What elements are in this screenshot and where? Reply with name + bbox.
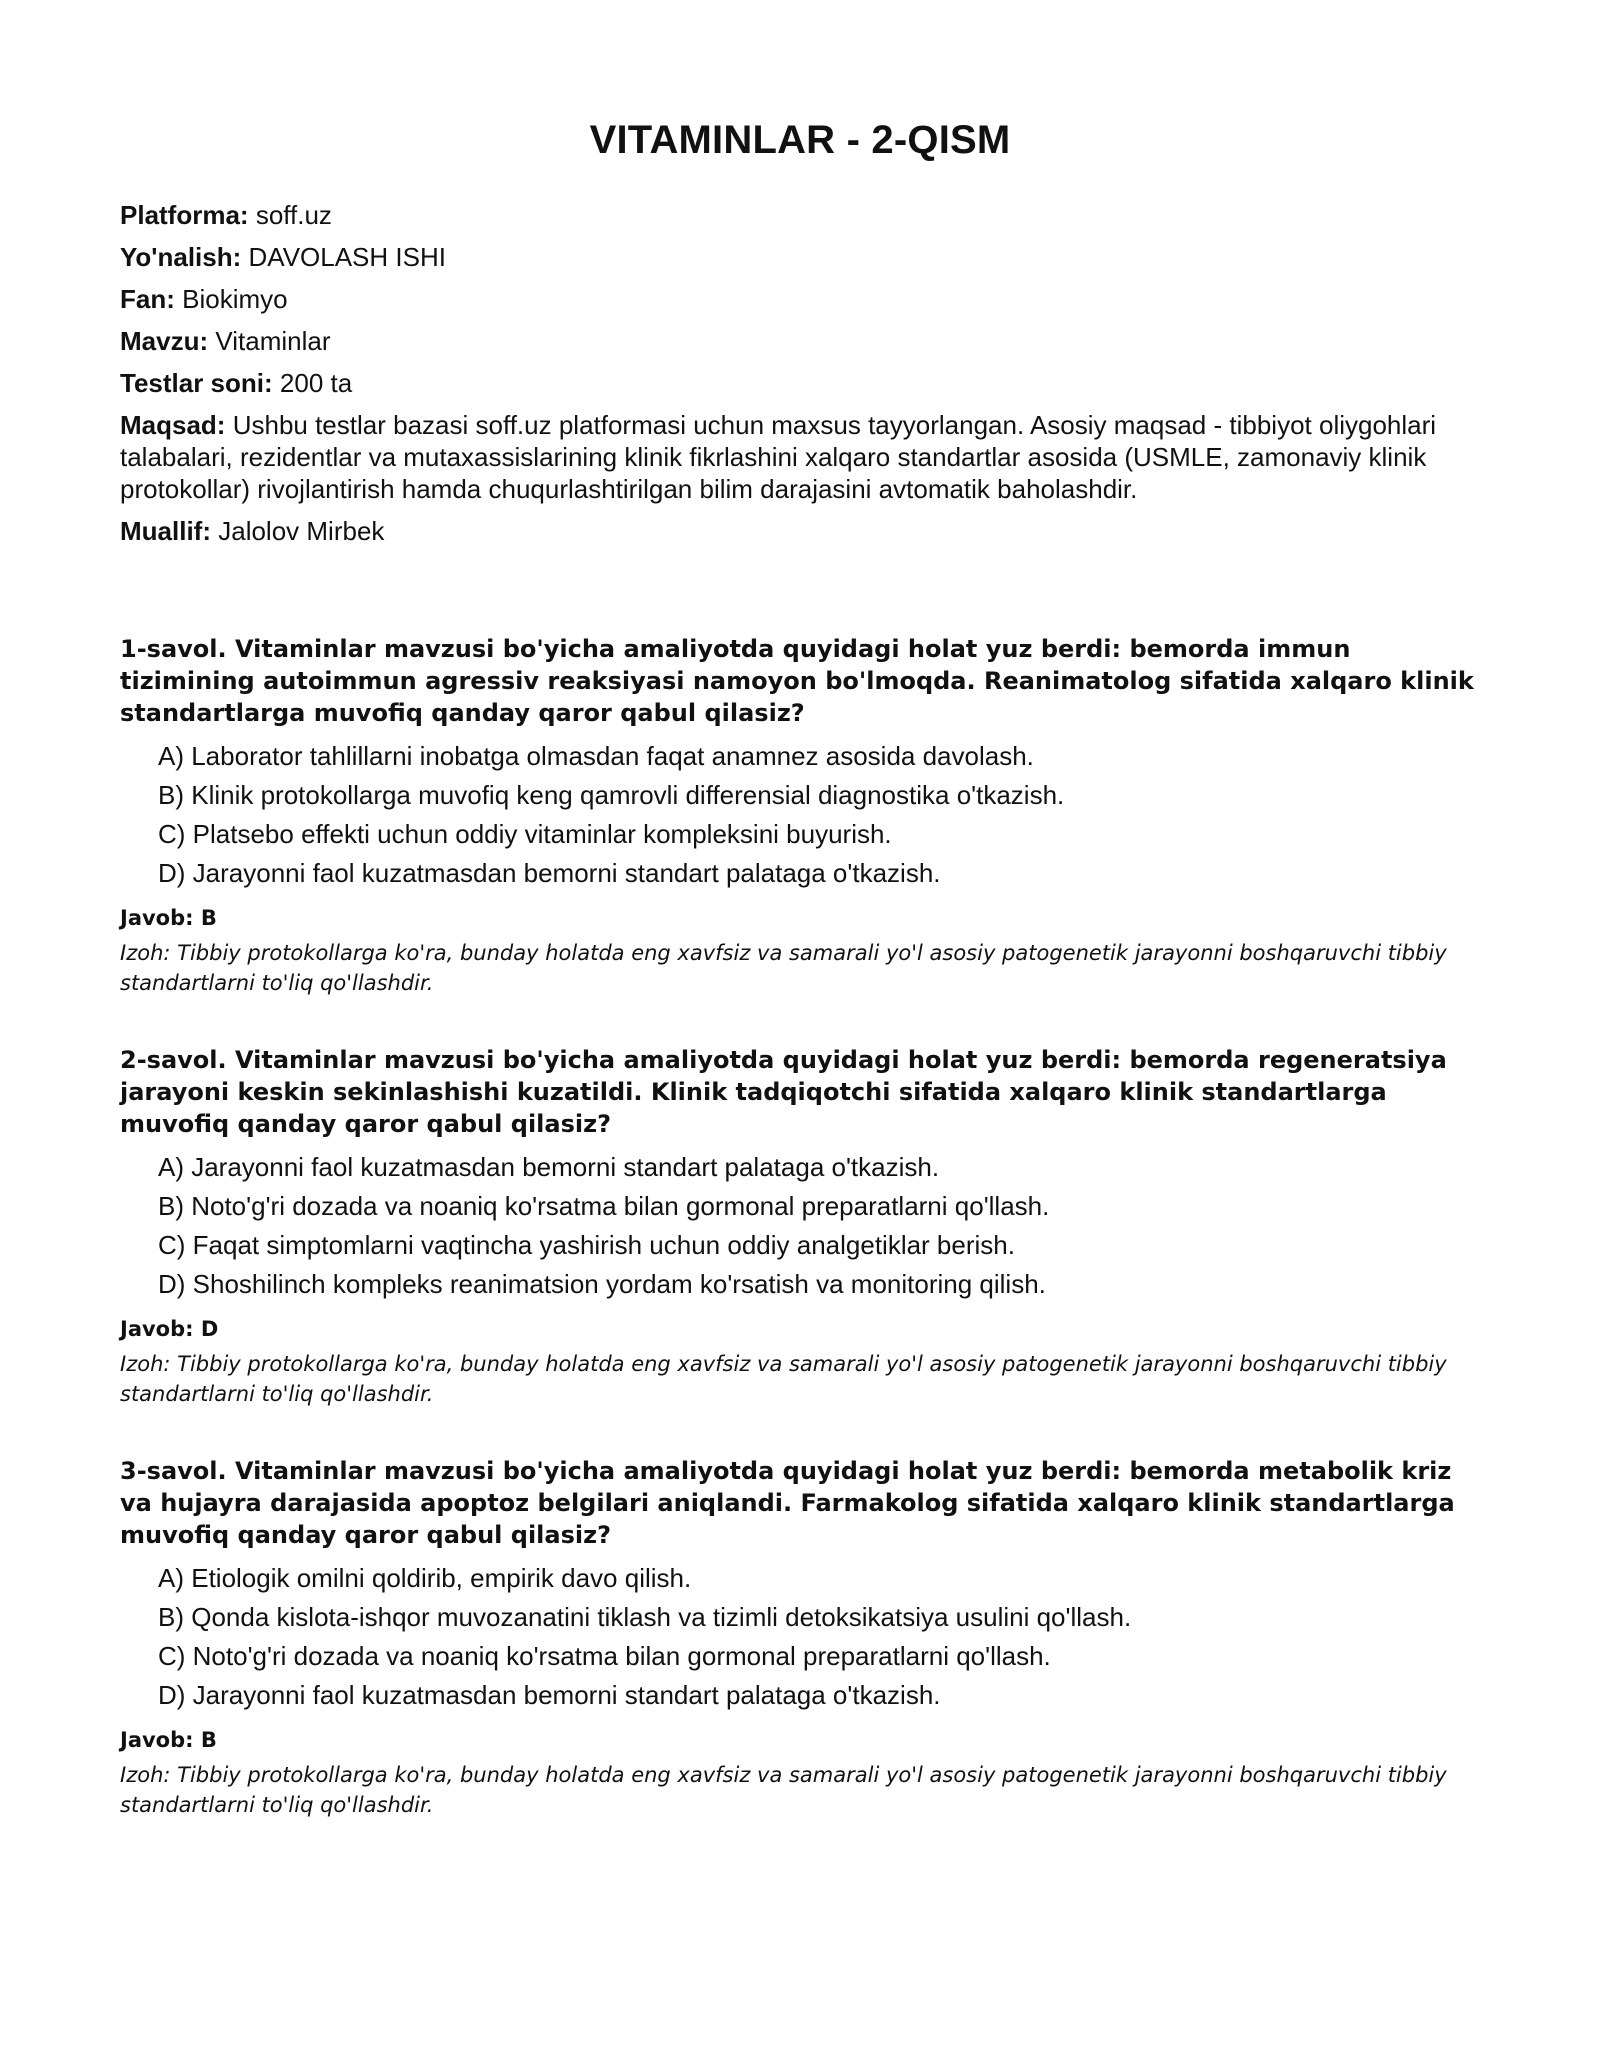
option-a: A) Etiologik omilni qoldirib, empirik davo qilish. [158,1563,692,1593]
option-a: A) Jarayonni faol kuzatmasdan bemorni standart palataga o'tkazish. [158,1152,940,1182]
question-text: 3-savol. Vitaminlar mavzusi bo'yicha amaliyotda quyidagi holat yuz berdi: bemorda metabolik kriz va hujayra darajasida apoptoz belgilari aniqlandi. Farmakolog sifatida xalqaro klinik standartlarga muvofiq qanday qaror qabul qilasiz? [120,1457,1455,1549]
meta-platform [120,199,1480,231]
meta-value: Biokimyo [182,284,288,314]
option-d: D) Shoshilinch kompleks reanimatsion yordam ko'rsatish va monitoring qilish. [158,1269,1046,1299]
option-d: D) Jarayonni faol kuzatmasdan bemorni standart palataga o'tkazish. [158,1680,941,1710]
option-b: B) Noto'g'ri dozada va noaniq ko'rsatma bilan gormonal preparatlarni qo'llash. [158,1191,1050,1221]
meta-value: Vitaminlar [215,326,331,356]
option-b: B) Qonda kislota-ishqor muvozanatini tiklash va tizimli detoksikatsiya usulini qo'llash. [158,1602,1132,1632]
meta-label: Maqsad: [120,410,226,440]
question-text: 2-savol. Vitaminlar mavzusi bo'yicha amaliyotda quyidagi holat yuz berdi: bemorda regeneratsiya jarayoni keskin sekinlashishi kuzatildi. Klinik tadqiqotchi sifatida xalqaro klinik standartlarga muvofiq qanday qaror qabul qilasiz? [120,1046,1447,1138]
document-page [120,118,1480,1866]
meta-label: Muallif: [120,516,211,546]
explanation-text: Izoh: Tibbiy protokollarga ko'ra, bunday holatda eng xavfsiz va samarali yo'l asosiy patogenetik jarayonni boshqaruvchi tibbiy standartlarni to'liq qo'llashdir. [120,1763,1447,1817]
meta-subject [120,283,1480,315]
meta-label: Yo'nalish: [120,242,242,272]
option-c: C) Noto'g'ri dozada va noaniq ko'rsatma bilan gormonal preparatlarni qo'llash. [158,1641,1051,1671]
questions-list [120,633,1480,1820]
meta-purpose [120,409,1480,505]
explanation-text: Izoh: Tibbiy protokollarga ko'ra, bunday holatda eng xavfsiz va samarali yo'l asosiy patogenetik jarayonni boshqaruvchi tibbiy standartlarni to'liq qo'llashdir. [120,1352,1447,1406]
meta-label: Testlar soni: [120,368,273,398]
answer-line: Javob: B [120,1728,217,1752]
option-b: B) Klinik protokollarga muvofiq keng qamrovli differensial diagnostika o'tkazish. [158,780,1065,810]
question-2 [120,1044,1480,1409]
meta-label: Fan: [120,284,175,314]
question-1 [120,633,1480,998]
meta-value: 200 ta [279,368,353,398]
question-3 [120,1455,1480,1820]
meta-value: DAVOLASH ISHI [248,242,446,272]
meta-label: Platforma: [120,200,249,230]
option-c: C) Platsebo effekti uchun oddiy vitaminlar kompleksini buyurish. [158,819,892,849]
question-text: 1-savol. Vitaminlar mavzusi bo'yicha amaliyotda quyidagi holat yuz berdi: bemorda immun tizimining autoimmun agressiv reaksiyasi namoyon bo'lmoqda. Reanimatolog sifatida xalqaro klinik standartlarga muvofiq qanday qaror qabul qilasiz? [120,635,1474,727]
answer-line: Javob: B [120,906,217,930]
option-c: C) Faqat simptomlarni vaqtincha yashirish uchun oddiy analgetiklar berish. [158,1230,1015,1260]
option-a: A) Laborator tahlillarni inobatga olmasdan faqat anamnez asosida davolash. [158,741,1034,771]
option-d: D) Jarayonni faol kuzatmasdan bemorni standart palataga o'tkazish. [158,858,941,888]
meta-value: Jalolov Mirbek [218,516,385,546]
meta-label: Mavzu: [120,326,209,356]
explanation-text: Izoh: Tibbiy protokollarga ko'ra, bunday holatda eng xavfsiz va samarali yo'l asosiy patogenetik jarayonni boshqaruvchi tibbiy standartlarni to'liq qo'llashdir. [120,941,1447,995]
metadata-section [120,199,1480,547]
meta-direction [120,241,1480,273]
meta-test-count [120,367,1480,399]
answer-line: Javob: D [120,1317,219,1341]
document-title: VITAMINLAR - 2-QISM [589,118,1011,162]
meta-author [120,515,1480,547]
meta-value: Ushbu testlar bazasi soff.uz platformasi uchun maxsus tayyorlangan. Asosiy maqsad - tibbiyot oliygohlari talabalari, rezidentlar va mutaxassislarining klinik fikrlashini xalqaro standartlar asosida (USMLE, zamonaviy klinik protokollar) rivojlantirish hamda chuqurlashtirilgan bilim darajasini avtomatik baholashdir. [120,410,1437,504]
meta-value: soff.uz [255,200,332,230]
meta-topic [120,325,1480,357]
